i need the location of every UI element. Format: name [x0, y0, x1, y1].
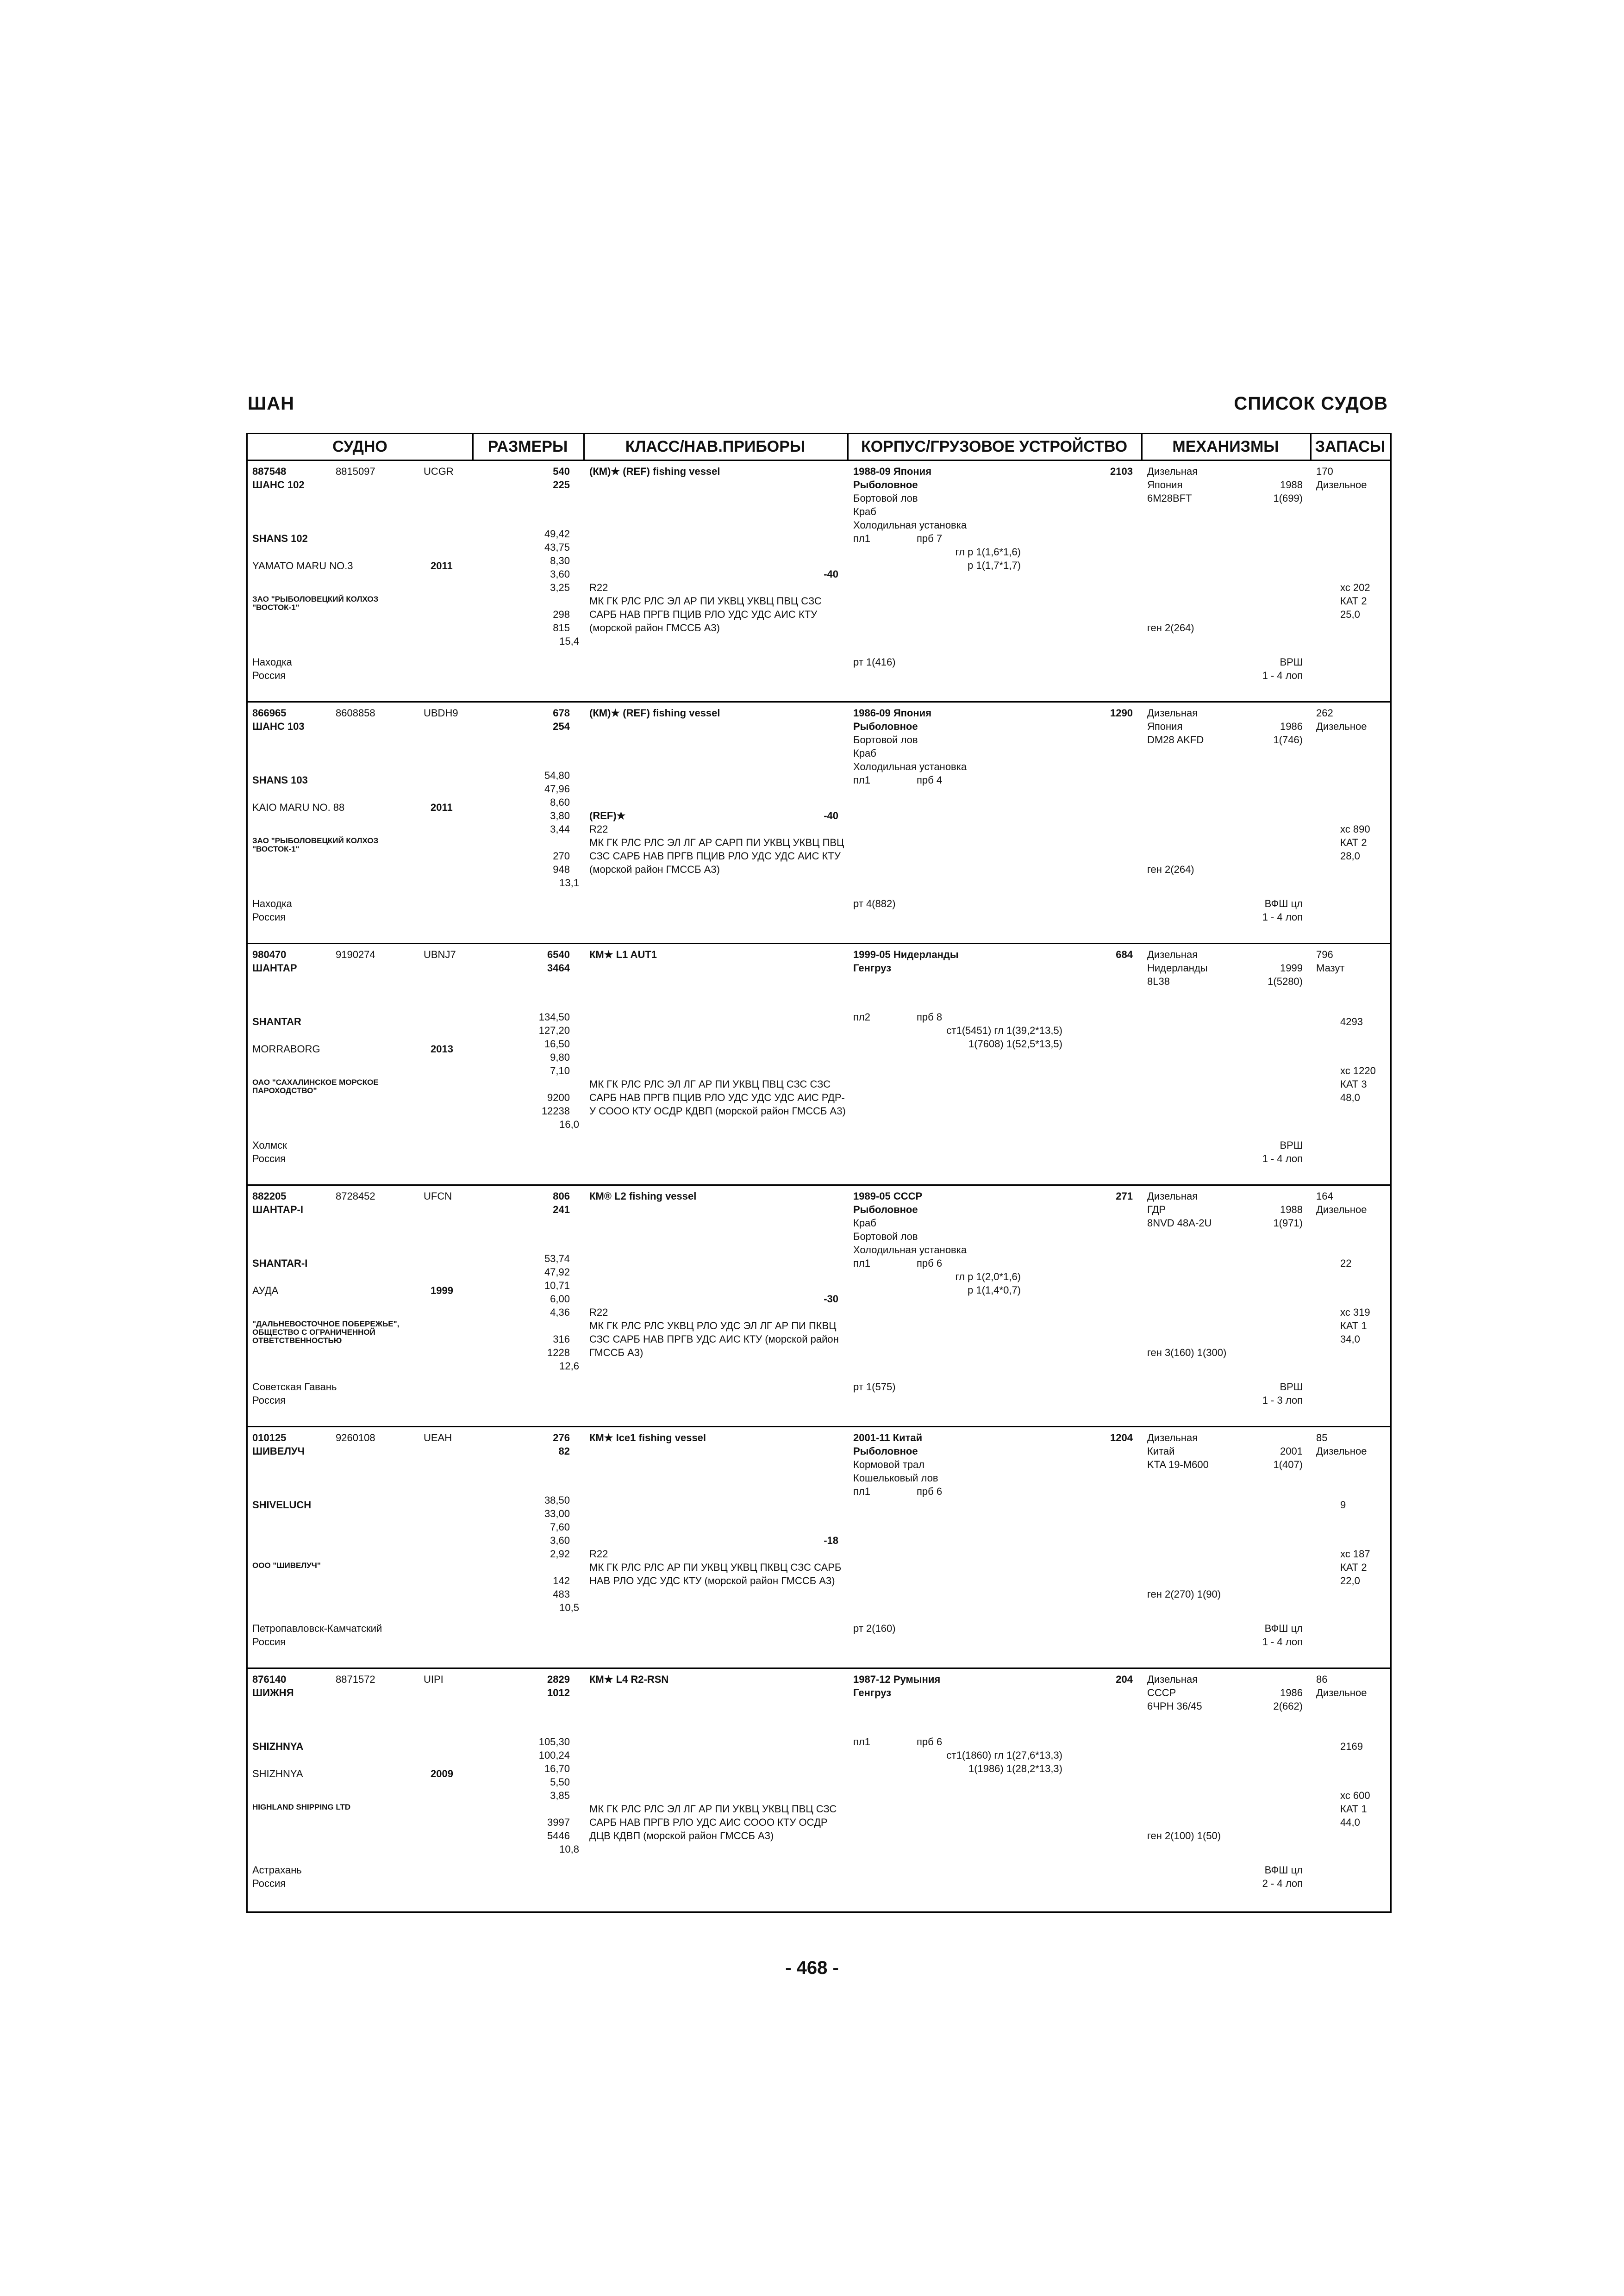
cargo-gear: гл р 1(2,0*1,6)	[955, 1271, 1021, 1282]
hull-feature: Бортовой лов	[853, 492, 918, 504]
ice-category-value: 22,0	[1340, 1575, 1360, 1587]
ice-category: КАТ 1	[1340, 1320, 1367, 1332]
home-port: Советская Гавань	[252, 1381, 337, 1393]
dimension-value: 10,71	[544, 1280, 570, 1291]
col-header-class: КЛАСС/НАВ.ПРИБОРЫ	[583, 434, 847, 461]
owner: ОАО "САХАЛИНСКОЕ МОРСКОЕ ПАРОХОДСТВО"	[252, 1078, 379, 1095]
net-tonnage: 82	[558, 1445, 570, 1457]
imo-number: 8815097	[336, 466, 375, 477]
build-info: 1989-05 СССР	[853, 1190, 923, 1202]
ice-category: КАТ 2	[1340, 595, 1367, 607]
refrigerated-hold: хс 1220	[1340, 1065, 1376, 1076]
registry-number: 876140	[252, 1674, 287, 1685]
navigation-equipment: МК ГК РЛС РЛС УКВЦ РЛО УДС ЭЛ ЛГ АР ПИ ПКВЦ СЗС САРБ НАВ ПРГВ УДС АИС КТУ (морской район ГМССБ А3)	[589, 1320, 839, 1358]
dimension-value: 3,85	[550, 1790, 570, 1801]
propeller-blades: 1 - 4 лоп	[1262, 1153, 1303, 1164]
rescue-craft: рт 1(416)	[853, 656, 896, 668]
fuel-amount: 796	[1316, 949, 1333, 960]
engine-power: 2(662)	[1273, 1700, 1303, 1712]
ice-category: КАТ 2	[1340, 1562, 1367, 1573]
fuel-type: Дизельное	[1316, 1204, 1367, 1215]
dimension-value: 10,8	[559, 1843, 579, 1855]
ice-category-value: 48,0	[1340, 1092, 1360, 1103]
ice-category: КАТ 2	[1340, 837, 1367, 848]
call-sign: UFCN	[424, 1190, 452, 1202]
vessel-name-latin: SHANTAR-I	[252, 1257, 308, 1269]
deck-count: пл1	[853, 774, 870, 786]
net-tonnage: 1012	[547, 1687, 570, 1699]
flag-country: Россия	[252, 1878, 286, 1889]
dimension-value: 53,74	[544, 1253, 570, 1264]
hull-feature: Краб	[853, 506, 876, 517]
dimension-value: 12238	[541, 1105, 570, 1117]
region-class: R22	[589, 1307, 608, 1318]
dimension-value: 9,80	[550, 1052, 570, 1063]
hull-number: 1204	[1110, 1432, 1133, 1444]
refrigerated-hold: хс 600	[1340, 1790, 1370, 1801]
ice-category: КАТ 3	[1340, 1078, 1367, 1090]
vessel-type: Рыболовное	[853, 721, 918, 732]
vessel-type: Генгруз	[853, 962, 892, 974]
engine-year: 1988	[1280, 1204, 1303, 1215]
deck-count: пл1	[853, 533, 870, 544]
engine-country: Япония	[1147, 721, 1183, 732]
hull-feature: Кошельковый лов	[853, 1472, 938, 1484]
call-sign: UBNJ7	[424, 949, 456, 960]
net-tonnage: 254	[553, 721, 570, 732]
cargo-gear: ст1(5451) гл 1(39,2*13,5)	[946, 1025, 1062, 1036]
generators: ген 2(270) 1(90)	[1147, 1588, 1221, 1600]
call-sign: UIPI	[424, 1674, 443, 1685]
vessel-name: ШАНС 103	[252, 721, 305, 732]
region-class: R22	[589, 1548, 608, 1560]
region-class: R22	[589, 823, 608, 835]
former-name-year: 2013	[431, 1043, 453, 1055]
dimension-value: 15,4	[559, 635, 579, 647]
propeller-blades: 1 - 4 лоп	[1262, 911, 1303, 923]
home-port: Находка	[252, 898, 292, 909]
vessel-entry	[248, 1427, 1390, 1669]
dimension-value: 10,5	[559, 1602, 579, 1613]
vessel-type: Рыболовное	[853, 1445, 918, 1457]
engine-model: KTA 19-M600	[1147, 1459, 1209, 1470]
engine-country: Нидерланды	[1147, 962, 1208, 974]
hull-feature: Краб	[853, 1217, 876, 1229]
gross-tonnage: 276	[553, 1432, 570, 1444]
net-tonnage: 3464	[547, 962, 570, 974]
page-section-header: ШАН	[248, 393, 294, 414]
hull-number: 2103	[1110, 466, 1133, 477]
generators: ген 2(264)	[1147, 622, 1194, 634]
class-notation: (КМ)★ (REF) fishing vessel	[589, 707, 720, 719]
hull-feature: Холодильная установка	[853, 761, 967, 772]
vessel-name: ШАНС 102	[252, 479, 305, 491]
net-tonnage: 241	[553, 1204, 570, 1215]
engine-year: 1986	[1280, 1687, 1303, 1699]
dimension-value: 270	[553, 850, 570, 862]
gross-tonnage: 540	[553, 466, 570, 477]
flag-country: Россия	[252, 1394, 286, 1406]
propeller-blades: 2 - 4 лоп	[1262, 1878, 1303, 1889]
engine-power: 1(746)	[1273, 734, 1303, 746]
class-notation: (КМ)★ (REF) fishing vessel	[589, 466, 720, 477]
engine-year: 2001	[1280, 1445, 1303, 1457]
engine-year: 1986	[1280, 721, 1303, 732]
ice-category-value: 44,0	[1340, 1817, 1360, 1828]
registry-number: 887548	[252, 466, 287, 477]
cargo-gear: ст1(1860) гл 1(27,6*13,3)	[946, 1749, 1062, 1761]
dimension-value: 7,10	[550, 1065, 570, 1076]
deck-count: пл1	[853, 1257, 870, 1269]
vessel-name: ШИЖНЯ	[252, 1687, 294, 1699]
col-header-stores: ЗАПАСЫ	[1310, 434, 1390, 461]
dimension-value: 316	[553, 1333, 570, 1345]
fuel-amount: 262	[1316, 707, 1333, 719]
propeller-type: ВФШ цл	[1264, 1623, 1303, 1634]
fuel-type: Дизельное	[1316, 721, 1367, 732]
build-info: 1987-12 Румыния	[853, 1674, 941, 1685]
bulkhead-count: прб 6	[917, 1257, 943, 1269]
hull-number: 684	[1116, 949, 1133, 960]
flag-country: Россия	[252, 1636, 286, 1648]
rescue-craft: рт 2(160)	[853, 1623, 896, 1634]
refrigerated-hold: хс 319	[1340, 1307, 1370, 1318]
cargo-gear: 1(1986) 1(28,2*13,3)	[968, 1763, 1062, 1774]
generators: ген 2(100) 1(50)	[1147, 1830, 1221, 1842]
hull-number: 204	[1116, 1674, 1133, 1685]
water-amount: 9	[1340, 1499, 1346, 1511]
call-sign: UEAH	[424, 1432, 452, 1444]
imo-number: 8608858	[336, 707, 375, 719]
home-port: Петропавловск-Камчатский	[252, 1623, 382, 1634]
vessel-name-latin: SHANS 102	[252, 533, 308, 544]
dimension-value: 5,50	[550, 1776, 570, 1788]
engine-model: DM28 AKFD	[1147, 734, 1204, 746]
former-name: SHIZHNYA	[252, 1768, 303, 1780]
dimension-value: 3,44	[550, 823, 570, 835]
gross-tonnage: 6540	[547, 949, 570, 960]
vessel-type: Рыболовное	[853, 1204, 918, 1215]
former-name-year: 2011	[431, 560, 453, 572]
flag-country: Россия	[252, 911, 286, 923]
gross-tonnage: 678	[553, 707, 570, 719]
bulkhead-count: прб 6	[917, 1736, 943, 1748]
home-port: Астрахань	[252, 1864, 302, 1876]
build-info: 2001-11 Китай	[853, 1432, 923, 1444]
dimension-value: 8,60	[550, 796, 570, 808]
dimension-value: 47,92	[544, 1266, 570, 1278]
class-notation: КМ★ L4 R2-RSN	[589, 1674, 669, 1685]
dimension-value: 1228	[547, 1347, 570, 1358]
hull-feature: Бортовой лов	[853, 1231, 918, 1242]
refrigerated-hold: хс 890	[1340, 823, 1370, 835]
engine-model: 6M28BFT	[1147, 492, 1192, 504]
bulkhead-count: прб 7	[917, 533, 943, 544]
fuel-type: Дизельное	[1316, 1687, 1367, 1699]
engine-model: 8L38	[1147, 976, 1170, 987]
vessel-name-latin: SHIZHNYA	[252, 1741, 304, 1752]
engine-power: 1(699)	[1273, 492, 1303, 504]
page-list-title: СПИСОК СУДОВ	[1234, 393, 1388, 414]
hull-feature: Краб	[853, 747, 876, 759]
dimension-value: 3,80	[550, 810, 570, 821]
propeller-blades: 1 - 3 лоп	[1262, 1394, 1303, 1406]
gross-tonnage: 2829	[547, 1674, 570, 1685]
fuel-type: Дизельное	[1316, 479, 1367, 491]
former-name: YAMATO MARU NO.3	[252, 560, 353, 572]
class-notation: КМ® L2 fishing vessel	[589, 1190, 697, 1202]
fuel-type: Мазут	[1316, 962, 1345, 974]
cargo-gear: гл р 1(1,6*1,6)	[955, 546, 1021, 558]
dimension-value: 134,50	[538, 1011, 570, 1023]
build-info: 1988-09 Япония	[853, 466, 932, 477]
region-class: R22	[589, 582, 608, 593]
hull-number: 1290	[1110, 707, 1133, 719]
fuel-amount: 164	[1316, 1190, 1333, 1202]
engine-power: 1(407)	[1273, 1459, 1303, 1470]
engine-type: Дизельная	[1147, 1432, 1198, 1444]
generators: ген 2(264)	[1147, 864, 1194, 875]
dimension-value: 142	[553, 1575, 570, 1587]
owner: ООО "ШИВЕЛУЧ"	[252, 1561, 321, 1570]
vessel-entry	[248, 944, 1390, 1186]
net-tonnage: 225	[553, 479, 570, 491]
dimension-value: 7,60	[550, 1521, 570, 1533]
engine-year: 1999	[1280, 962, 1303, 974]
dimension-value: 54,80	[544, 770, 570, 781]
class-notation-secondary: (REF)★	[589, 810, 626, 821]
dimension-value: 3997	[547, 1817, 570, 1828]
home-port: Находка	[252, 656, 292, 668]
hull-feature: Бортовой лов	[853, 734, 918, 746]
hull-feature: Холодильная установка	[853, 1244, 967, 1256]
fuel-amount: 85	[1316, 1432, 1328, 1444]
dimension-value: 3,60	[550, 568, 570, 580]
dimension-value: 49,42	[544, 528, 570, 540]
dimension-value: 13,1	[559, 877, 579, 889]
owner: HIGHLAND SHIPPING LTD	[252, 1803, 351, 1811]
owner: ЗАО "РЫБОЛОВЕЦКИЙ КОЛХОЗ "ВОСТОК-1"	[252, 595, 379, 612]
engine-model: 6ЧРН 36/45	[1147, 1700, 1202, 1712]
ice-category-value: 28,0	[1340, 850, 1360, 862]
engine-country: ГДР	[1147, 1204, 1166, 1215]
propeller-blades: 1 - 4 лоп	[1262, 1636, 1303, 1648]
imo-number: 8871572	[336, 1674, 375, 1685]
engine-country: Китай	[1147, 1445, 1175, 1457]
dimension-value: 127,20	[538, 1025, 570, 1036]
engine-type: Дизельная	[1147, 949, 1198, 960]
ice-category: КАТ 1	[1340, 1803, 1367, 1815]
col-header-vessel: СУДНО	[248, 434, 472, 461]
call-sign: UBDH9	[424, 707, 458, 719]
dimension-value: 16,50	[544, 1038, 570, 1050]
vessel-entry	[248, 703, 1390, 944]
former-name-year: 2009	[431, 1768, 453, 1780]
former-name: АУДА	[252, 1285, 279, 1296]
class-notation: КМ★ Ice1 fishing vessel	[589, 1432, 706, 1444]
engine-country: СССР	[1147, 1687, 1176, 1699]
dimension-value: 298	[553, 609, 570, 620]
home-port: Холмск	[252, 1139, 287, 1151]
dimension-value: 4,36	[550, 1307, 570, 1318]
hull-feature: Кормовой трал	[853, 1459, 925, 1470]
vessel-entry	[248, 461, 1390, 703]
registry-number: 866965	[252, 707, 287, 719]
propeller-type: ВФШ цл	[1264, 898, 1303, 909]
dimension-value: 16,70	[544, 1763, 570, 1774]
engine-power: 1(5280)	[1268, 976, 1303, 987]
col-header-dimensions: РАЗМЕРЫ	[472, 434, 583, 461]
dimension-value: 105,30	[538, 1736, 570, 1748]
engine-type: Дизельная	[1147, 1190, 1198, 1202]
imo-number: 9260108	[336, 1432, 375, 1444]
build-info: 1986-09 Япония	[853, 707, 932, 719]
navigation-equipment: МК ГК РЛС РЛС ЭЛ ЛГ АР САРП ПИ УКВЦ УКВЦ ПВЦ СЗС САРБ НАВ ПРГВ ПЦИВ РЛО УДС УДС АИС КТУ (морской район ГМССБ А3)	[589, 837, 844, 875]
vessel-type: Рыболовное	[853, 479, 918, 491]
deck-count: пл1	[853, 1486, 870, 1497]
navigation-equipment: МК ГК РЛС РЛС ЭЛ ЛГ АР ПИ УКВЦ ПВЦ СЗС СЗС САРБ НАВ ПРГВ ПЦИВ РЛО УДС УДС УДС АИС РДР-У СООО КТУ ОСДР КДВП (морской район ГМССБ А3)	[589, 1078, 846, 1117]
gross-tonnage: 806	[553, 1190, 570, 1202]
propeller-type: ВРШ	[1280, 1139, 1303, 1151]
imo-number: 8728452	[336, 1190, 375, 1202]
dimension-value: 47,96	[544, 783, 570, 795]
dimension-value: 43,75	[544, 541, 570, 553]
water-amount: 2169	[1340, 1741, 1363, 1752]
propeller-blades: 1 - 4 лоп	[1262, 670, 1303, 681]
bulkhead-count: прб 6	[917, 1486, 943, 1497]
class-notation: КМ★ L1 AUT1	[589, 949, 657, 960]
propeller-type: ВРШ	[1280, 1381, 1303, 1393]
page-number: - 468 -	[785, 1958, 839, 1978]
deck-count: пл1	[853, 1736, 870, 1748]
navigation-equipment: МК ГК РЛС РЛС ЭЛ АР ПИ УКВЦ УКВЦ ПВЦ СЗС САРБ НАВ ПРГВ ПЦИВ РЛО УДС УДС АИС КТУ (морской район ГМССБ А3)	[589, 595, 822, 634]
registry-number: 980470	[252, 949, 287, 960]
engine-type: Дизельная	[1147, 707, 1198, 719]
vessel-entry	[248, 1186, 1390, 1427]
former-name: KAIO MARU NO. 88	[252, 802, 345, 813]
vessel-entry	[248, 1669, 1390, 1910]
dimension-value: 948	[553, 864, 570, 875]
generators: ген 3(160) 1(300)	[1147, 1347, 1227, 1358]
dimension-value: 16,0	[559, 1119, 579, 1130]
refrigerated-hold: хс 187	[1340, 1548, 1370, 1560]
fuel-amount: 170	[1316, 466, 1333, 477]
dimension-value: 3,60	[550, 1535, 570, 1546]
deck-count: пл2	[853, 1011, 870, 1023]
dimension-value: 8,30	[550, 555, 570, 566]
dimension-value: 3,25	[550, 582, 570, 593]
cargo-gear: р 1(1,7*1,7)	[968, 560, 1021, 571]
col-header-hull: КОРПУС/ГРУЗОВОЕ УСТРОЙСТВО	[847, 434, 1141, 461]
ice-category-value: 25,0	[1340, 609, 1360, 620]
engine-year: 1988	[1280, 479, 1303, 491]
former-name: MORRABORG	[252, 1043, 320, 1055]
dimension-value: 6,00	[550, 1293, 570, 1305]
vessel-name: ШАНТАР	[252, 962, 297, 974]
refrigeration-temp: -18	[824, 1535, 838, 1546]
navigation-equipment: МК ГК РЛС РЛС ЭЛ ЛГ АР ПИ УКВЦ УКВЦ ПВЦ СЗС САРБ НАВ ПРГВ РЛО УДС АИС СООО КТУ ОСДР ДЦВ КДВП (морской район ГМССБ А3)	[589, 1803, 837, 1842]
cargo-gear: 1(7608) 1(52,5*13,5)	[968, 1038, 1062, 1050]
fuel-amount: 86	[1316, 1674, 1328, 1685]
imo-number: 9190274	[336, 949, 375, 960]
water-amount: 22	[1340, 1257, 1352, 1269]
navigation-equipment: МК ГК РЛС РЛС АР ПИ УКВЦ УКВЦ ПКВЦ СЗС САРБ НАВ РЛО УДС УДС КТУ (морской район ГМССБ А3)	[589, 1562, 842, 1587]
former-name-year: 2011	[431, 802, 453, 813]
dimension-value: 5446	[547, 1830, 570, 1842]
ice-category-value: 34,0	[1340, 1333, 1360, 1345]
dimension-value: 33,00	[544, 1508, 570, 1519]
hull-number: 271	[1116, 1190, 1133, 1202]
dimension-value: 2,92	[550, 1548, 570, 1560]
col-header-machinery: МЕХАНИЗМЫ	[1141, 434, 1310, 461]
engine-country: Япония	[1147, 479, 1183, 491]
registry-number: 882205	[252, 1190, 287, 1202]
refrigeration-temp: -40	[824, 810, 838, 821]
refrigeration-temp: -40	[824, 568, 838, 580]
dimension-value: 9200	[547, 1092, 570, 1103]
flag-country: Россия	[252, 1153, 286, 1164]
bulkhead-count: прб 8	[917, 1011, 943, 1023]
call-sign: UCGR	[424, 466, 454, 477]
vessel-name-latin: SHIVELUCH	[252, 1499, 312, 1511]
hull-feature: Холодильная установка	[853, 519, 967, 531]
propeller-type: ВРШ	[1280, 656, 1303, 668]
dimension-value: 815	[553, 622, 570, 634]
engine-type: Дизельная	[1147, 1674, 1198, 1685]
dimension-value: 38,50	[544, 1494, 570, 1506]
engine-power: 1(971)	[1273, 1217, 1303, 1229]
dimension-value: 483	[553, 1588, 570, 1600]
registry-number: 010125	[252, 1432, 287, 1444]
owner: "ДАЛЬНЕВОСТОЧНОЕ ПОБЕРЕЖЬЕ", ОБЩЕСТВО С ОГРАНИЧЕННОЙ ОТВЕТСТВЕННОСТЬЮ	[252, 1319, 400, 1345]
former-name-year: 1999	[431, 1285, 453, 1296]
cargo-gear: р 1(1,4*0,7)	[968, 1284, 1021, 1296]
build-info: 1999-05 Нидерланды	[853, 949, 959, 960]
flag-country: Россия	[252, 670, 286, 681]
vessel-type: Генгруз	[853, 1687, 892, 1699]
fuel-type: Дизельное	[1316, 1445, 1367, 1457]
dimension-value: 12,6	[559, 1360, 579, 1372]
propeller-type: ВФШ цл	[1264, 1864, 1303, 1876]
vessel-name: ШИВЕЛУЧ	[252, 1445, 305, 1457]
bulkhead-count: прб 4	[917, 774, 943, 786]
owner: ЗАО "РЫБОЛОВЕЦКИЙ КОЛХОЗ "ВОСТОК-1"	[252, 836, 379, 853]
refrigeration-temp: -30	[824, 1293, 838, 1305]
vessel-name-latin: SHANTAR	[252, 1016, 301, 1027]
engine-model: 8NVD 48A-2U	[1147, 1217, 1212, 1229]
vessel-name-latin: SHANS 103	[252, 774, 308, 786]
dimension-value: 100,24	[538, 1749, 570, 1761]
vessel-table	[246, 433, 1392, 1913]
rescue-craft: рт 4(882)	[853, 898, 896, 909]
rescue-craft: рт 1(575)	[853, 1381, 896, 1393]
refrigerated-hold: хс 202	[1340, 582, 1370, 593]
water-amount: 4293	[1340, 1016, 1363, 1027]
vessel-name: ШАНТАР-I	[252, 1204, 303, 1215]
engine-type: Дизельная	[1147, 466, 1198, 477]
